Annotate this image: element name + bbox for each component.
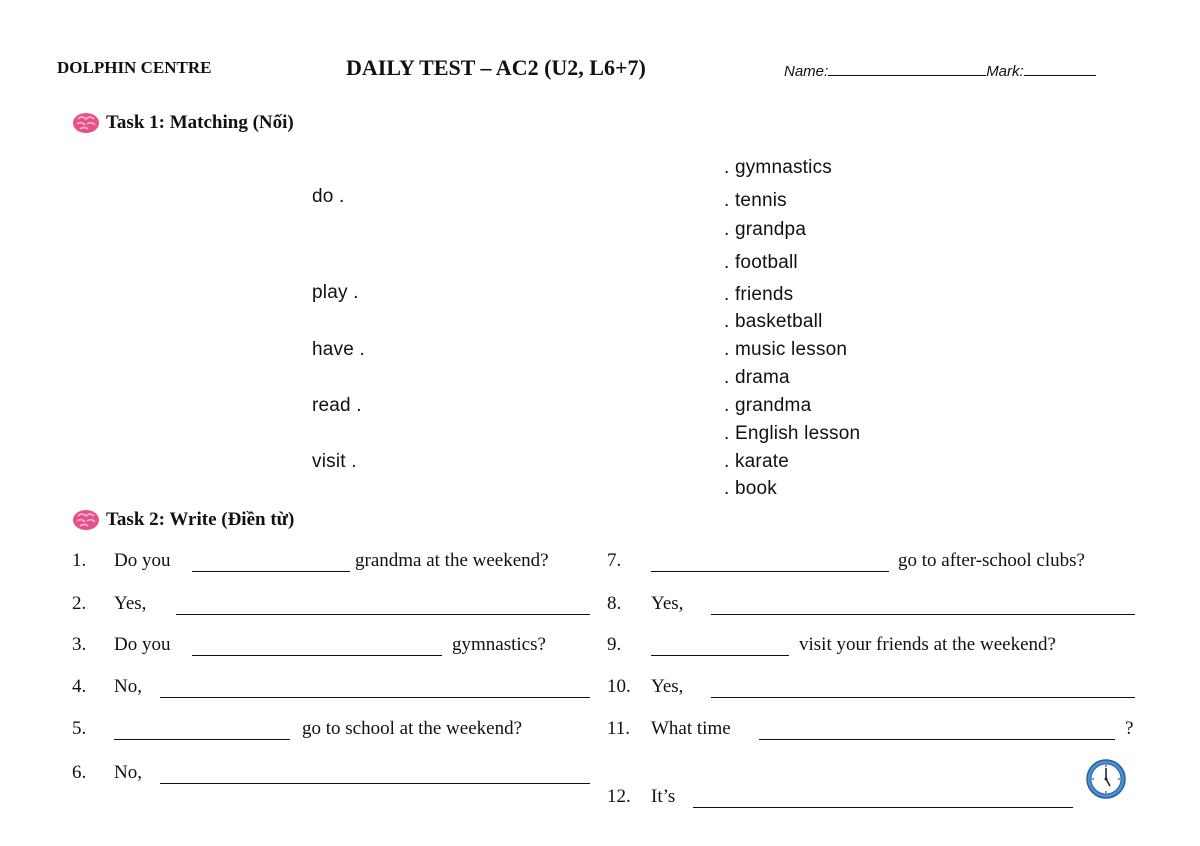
answer-blank[interactable] bbox=[759, 738, 1115, 740]
left-word: read . bbox=[312, 395, 362, 416]
answer-blank[interactable] bbox=[160, 782, 590, 784]
name-field[interactable] bbox=[828, 74, 986, 76]
question-text: visit your friends at the weekend? bbox=[799, 634, 1056, 655]
left-word: do . bbox=[312, 186, 345, 207]
question-number: 1. bbox=[72, 550, 87, 571]
question-text: Do you bbox=[114, 550, 171, 571]
right-word: . music lesson bbox=[724, 339, 848, 360]
right-word: . gymnastics bbox=[724, 157, 832, 178]
name-mark-fields bbox=[784, 60, 1096, 81]
question-text: Do you bbox=[114, 634, 171, 655]
brand-name: DOLPHIN CENTRE bbox=[57, 58, 212, 77]
question-number: 4. bbox=[72, 676, 87, 697]
right-word: . English lesson bbox=[724, 423, 861, 444]
question-number: 2. bbox=[72, 593, 87, 614]
question-text: Yes, bbox=[651, 676, 684, 697]
name-label: Name: bbox=[784, 63, 829, 80]
question-text: No, bbox=[114, 676, 142, 697]
left-word: play . bbox=[312, 282, 359, 303]
clock-icon bbox=[1085, 758, 1127, 800]
question-text: go to school at the weekend? bbox=[302, 718, 523, 739]
question-text: It’s bbox=[651, 786, 676, 807]
answer-blank[interactable] bbox=[114, 738, 290, 740]
brain-icon bbox=[72, 111, 100, 135]
question-text: ? bbox=[1125, 718, 1134, 739]
question-number: 7. bbox=[607, 550, 622, 571]
mark-field[interactable] bbox=[1024, 74, 1096, 76]
left-word: have . bbox=[312, 339, 365, 360]
right-word: . book bbox=[724, 478, 777, 499]
right-word: . karate bbox=[724, 451, 789, 472]
question-number: 6. bbox=[72, 762, 87, 783]
question-number: 11. bbox=[607, 718, 631, 739]
mark-label: Mark: bbox=[986, 63, 1024, 80]
answer-blank[interactable] bbox=[651, 570, 889, 572]
right-word: . grandpa bbox=[724, 219, 807, 240]
answer-blank[interactable] bbox=[693, 806, 1073, 808]
question-text: go to after-school clubs? bbox=[898, 550, 1085, 571]
answer-blank[interactable] bbox=[192, 654, 442, 656]
answer-blank[interactable] bbox=[176, 613, 590, 615]
question-text: No, bbox=[114, 762, 142, 783]
task2-title: Task 2: Write (Điền từ) bbox=[106, 509, 295, 530]
task1-title: Task 1: Matching (Nối) bbox=[106, 112, 294, 133]
question-text: Yes, bbox=[651, 593, 684, 614]
right-word: . football bbox=[724, 252, 798, 273]
answer-blank[interactable] bbox=[651, 654, 789, 656]
question-number: 9. bbox=[607, 634, 622, 655]
answer-blank[interactable] bbox=[711, 696, 1135, 698]
right-word: . drama bbox=[724, 367, 790, 388]
right-word: . basketball bbox=[724, 311, 823, 332]
right-word: . friends bbox=[724, 284, 794, 305]
right-word: . tennis bbox=[724, 190, 787, 211]
question-number: 3. bbox=[72, 634, 87, 655]
question-number: 10. bbox=[607, 676, 631, 697]
right-word: . grandma bbox=[724, 395, 812, 416]
question-text: Yes, bbox=[114, 593, 147, 614]
answer-blank[interactable] bbox=[160, 696, 590, 698]
question-text: What time bbox=[651, 718, 731, 739]
task1-heading bbox=[72, 111, 294, 135]
question-number: 5. bbox=[72, 718, 87, 739]
answer-blank[interactable] bbox=[192, 570, 350, 572]
left-word: visit . bbox=[312, 451, 357, 472]
question-text: grandma at the weekend? bbox=[355, 550, 549, 571]
question-text: gymnastics? bbox=[452, 634, 546, 655]
answer-blank[interactable] bbox=[711, 613, 1135, 615]
question-number: 8. bbox=[607, 593, 622, 614]
task2-heading bbox=[72, 508, 294, 532]
question-number: 12. bbox=[607, 786, 631, 807]
test-title: DAILY TEST – AC2 (U2, L6+7) bbox=[346, 55, 646, 80]
brain-icon bbox=[72, 508, 100, 532]
